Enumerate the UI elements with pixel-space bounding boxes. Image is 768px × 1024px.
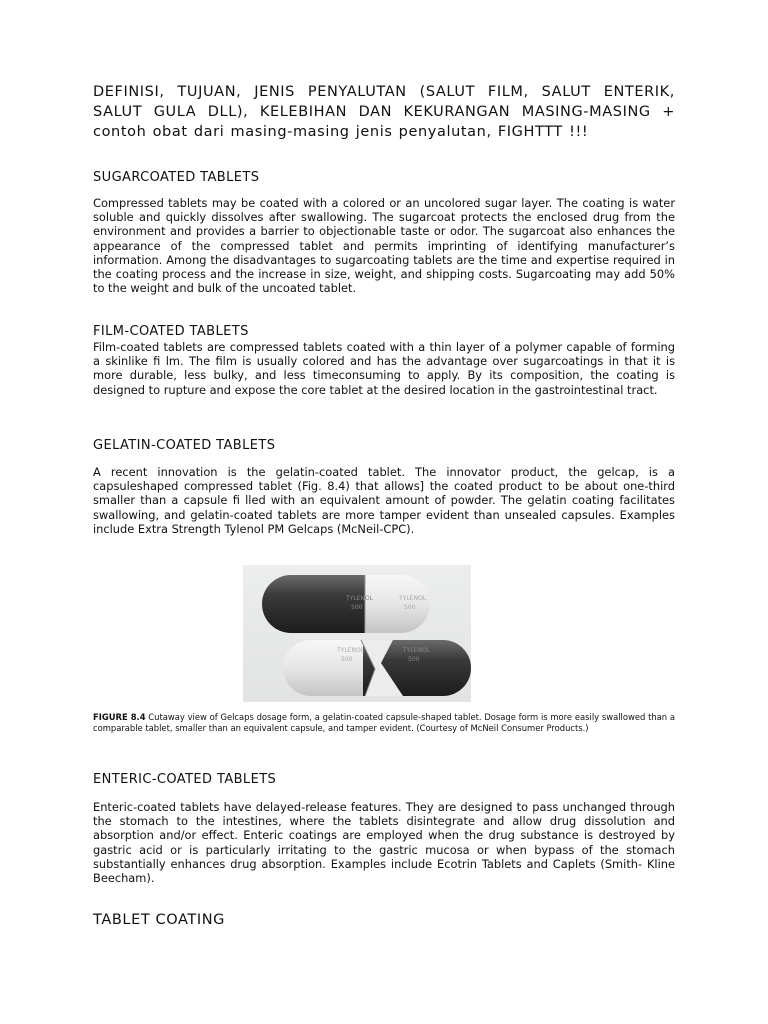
top-light-imprint: TYLENOL: [399, 595, 427, 602]
section-heading-gelatin-coated: GELATIN-COATED TABLETS: [93, 438, 276, 453]
figure-caption-text: Cutaway view of Gelcaps dosage form, a gelatin-coated capsule-shaped tablet. Dosage form is more easily swallowed than a comparable tablet, smaller than an equivalent capsule, and tamper evident. (Courtesy of McNeil Consumer Products.): [93, 712, 675, 733]
closing-heading: TABLET COATING: [93, 912, 225, 928]
section-heading-enteric-coated: ENTERIC-COATED TABLETS: [93, 772, 277, 787]
top-dark-imprint: TYLENOL: [346, 595, 374, 602]
section-body-sugarcoated: Compressed tablets may be coated with a colored or an uncolored sugar layer. The coating is water soluble and quickly dissolves after swallowing. The sugarcoat protects the enclosed drug from the environment and provides a barrier to objectionable taste or odor. The sugarcoat also enhances the appearance of the compressed tablet and permits imprinting of identifying manufacturer’s information. Among the disadvantages to sugarcoating tablets are the time and expertise required in the coating process and the increase in size, weight, and shipping costs. Sugarcoating may add 50% to the weight and bulk of the uncoated tablet.: [93, 196, 675, 296]
section-heading-film-coated: FILM-COATED TABLETS: [93, 324, 249, 339]
gelcap-illustration: [243, 565, 471, 702]
section-body-gelatin-coated: A recent innovation is the gelatin-coated tablet. The innovator product, the gelcap, is a capsuleshaped compressed tablet (Fig. 8.4) that allows] the coated product to be about one-third smaller than a capsule fi lled with an equivalent amount of powder. The gelatin coating facilitates swallowing, and gelatin-coated tablets are more tamper evident than unsealed capsules. Examples include Extra Strength Tylenol PM Gelcaps (McNeil-CPC).: [93, 465, 675, 536]
section-heading-sugarcoated: SUGARCOATED TABLETS: [93, 170, 260, 185]
figure-label: FIGURE 8.4: [93, 712, 146, 722]
bottom-dark-imprint: TYLENOL: [403, 647, 431, 654]
bottom-light-imprint-number: 500: [341, 656, 353, 663]
gelcap-figure-image: [243, 565, 471, 702]
figure-caption: [93, 712, 675, 734]
section-body-film-coated: Film-coated tablets are compressed tablets coated with a thin layer of a polymer capable of forming a skinlike fi lm. The film is usually colored and has the advantage over sugarcoatings in that it is more durable, less bulky, and less timeconsuming to apply. By its composition, the coating is designed to rupture and expose the core tablet at the desired location in the gastrointestinal tract.: [93, 340, 675, 397]
document-title: DEFINISI, TUJUAN, JENIS PENYALUTAN (SALUT FILM, SALUT ENTERIK, SALUT GULA DLL), KELEBIHAN DAN KEKURANGAN MASING-MASING + contoh obat dari masing-masing jenis penyalutan, FIGHTTT !!!: [93, 84, 675, 140]
bottom-light-imprint: TYLENOL: [337, 647, 365, 654]
top-dark-imprint-number: 500: [351, 604, 363, 611]
top-light-imprint-number: 500: [404, 604, 416, 611]
bottom-gelcap-cutaway: [283, 640, 471, 696]
bottom-dark-imprint-number: 500: [408, 656, 420, 663]
top-gelcap: [262, 575, 430, 633]
section-body-enteric-coated: Enteric-coated tablets have delayed-release features. They are designed to pass unchanged through the stomach to the intestines, where the tablets disintegrate and allow drug dissolution and absorption and/or effect. Enteric coatings are employed when the drug substance is destroyed by gastric acid or is particularly irritating to the gastric mucosa or when bypass of the stomach substantially enhances drug absorption. Examples include Ecotrin Tablets and Caplets (Smith- Kline Beecham).: [93, 800, 675, 886]
